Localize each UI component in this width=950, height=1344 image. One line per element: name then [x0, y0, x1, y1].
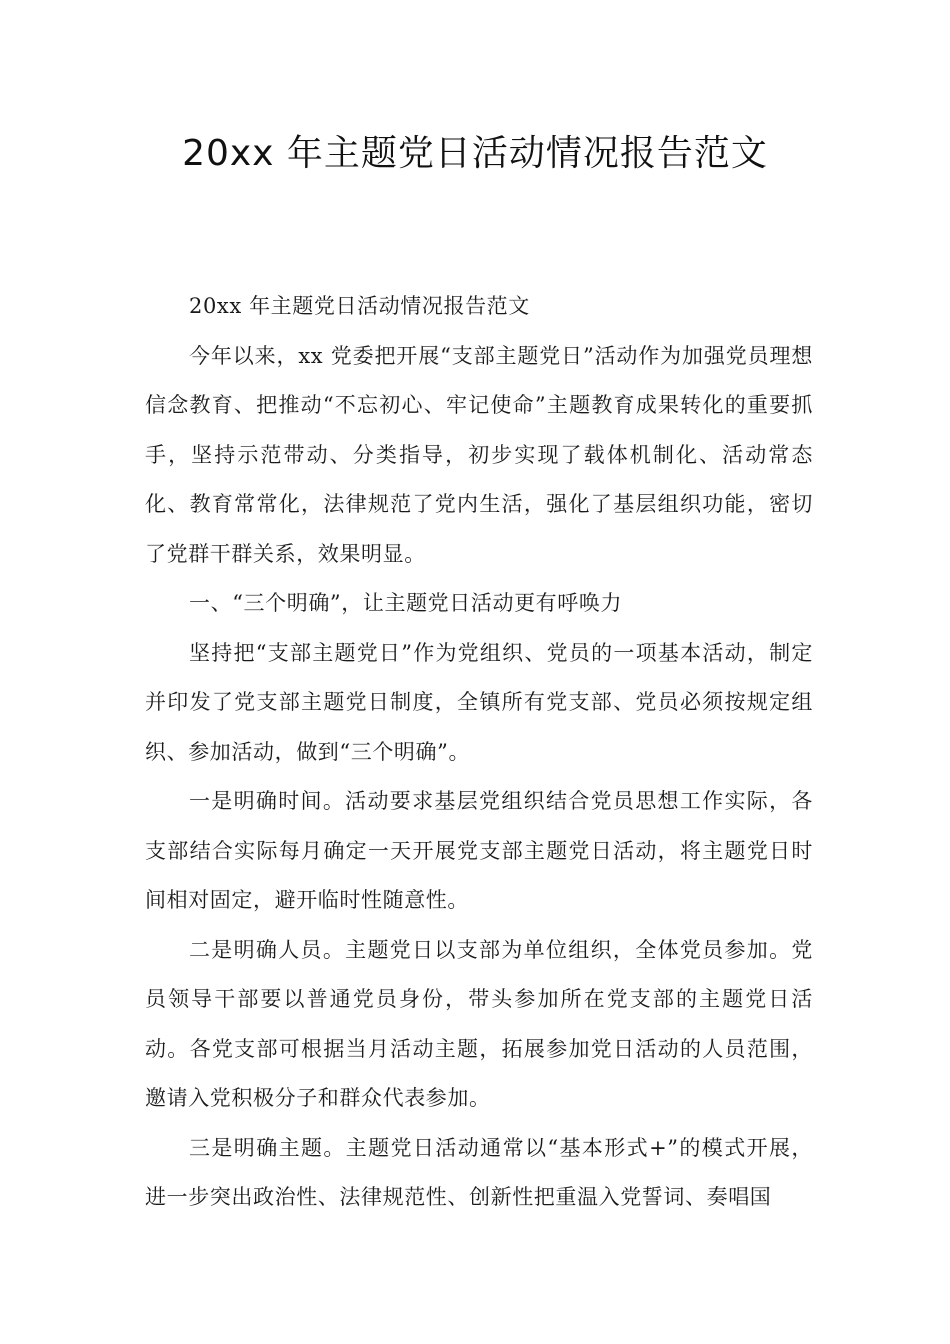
body-paragraph-theme: 三是明确主题。主题党日活动通常以“基本形式+”的模式开展，进一步突出政治性、法律规范性、创新性把重温入党誓词、奏唱国	[145, 1135, 813, 1209]
document-body	[145, 282, 813, 1223]
body-paragraph: 坚持把“支部主题党日”作为党组织、党员的一项基本活动，制定并印发了党支部主题党日制度，全镇所有党支部、党员必须按规定组织、参加活动，做到“三个明确”。	[145, 640, 813, 764]
section-heading-1: 一、“三个明确”，让主题党日活动更有呼唤力	[189, 591, 623, 615]
body-paragraph-time: 一是明确时间。活动要求基层党组织结合党员思想工作实际，各支部结合实际每月确定一天开展党支部主题党日活动，将主题党日时间相对固定，避开临时性随意性。	[145, 789, 813, 912]
body-paragraph-intro: 今年以来，xx 党委把开展“支部主题党日”活动作为加强党员理想信念教育、把推动“不忘初心、牢记使命”主题教育成果转化的重要抓手，坚持示范带动、分类指导，初步实现了载体机制化、活动常态化、教育常常化，法律规范了党内生活，强化了基层组织功能，密切了党群干群关系，效果明显。	[145, 343, 813, 566]
document-title: 20xx 年主题党日活动情况报告范文	[182, 133, 768, 174]
body-paragraph-subtitle: 20xx 年主题党日活动情况报告范文	[189, 294, 530, 318]
body-paragraph-personnel: 二是明确人员。主题党日以支部为单位组织，全体党员参加。党员领导干部要以普通党员身份，带头参加所在党支部的主题党日活动。各党支部可根据当月活动主题，拓展参加党日活动的人员范围，邀请入党积极分子和群众代表参加。	[145, 937, 813, 1110]
